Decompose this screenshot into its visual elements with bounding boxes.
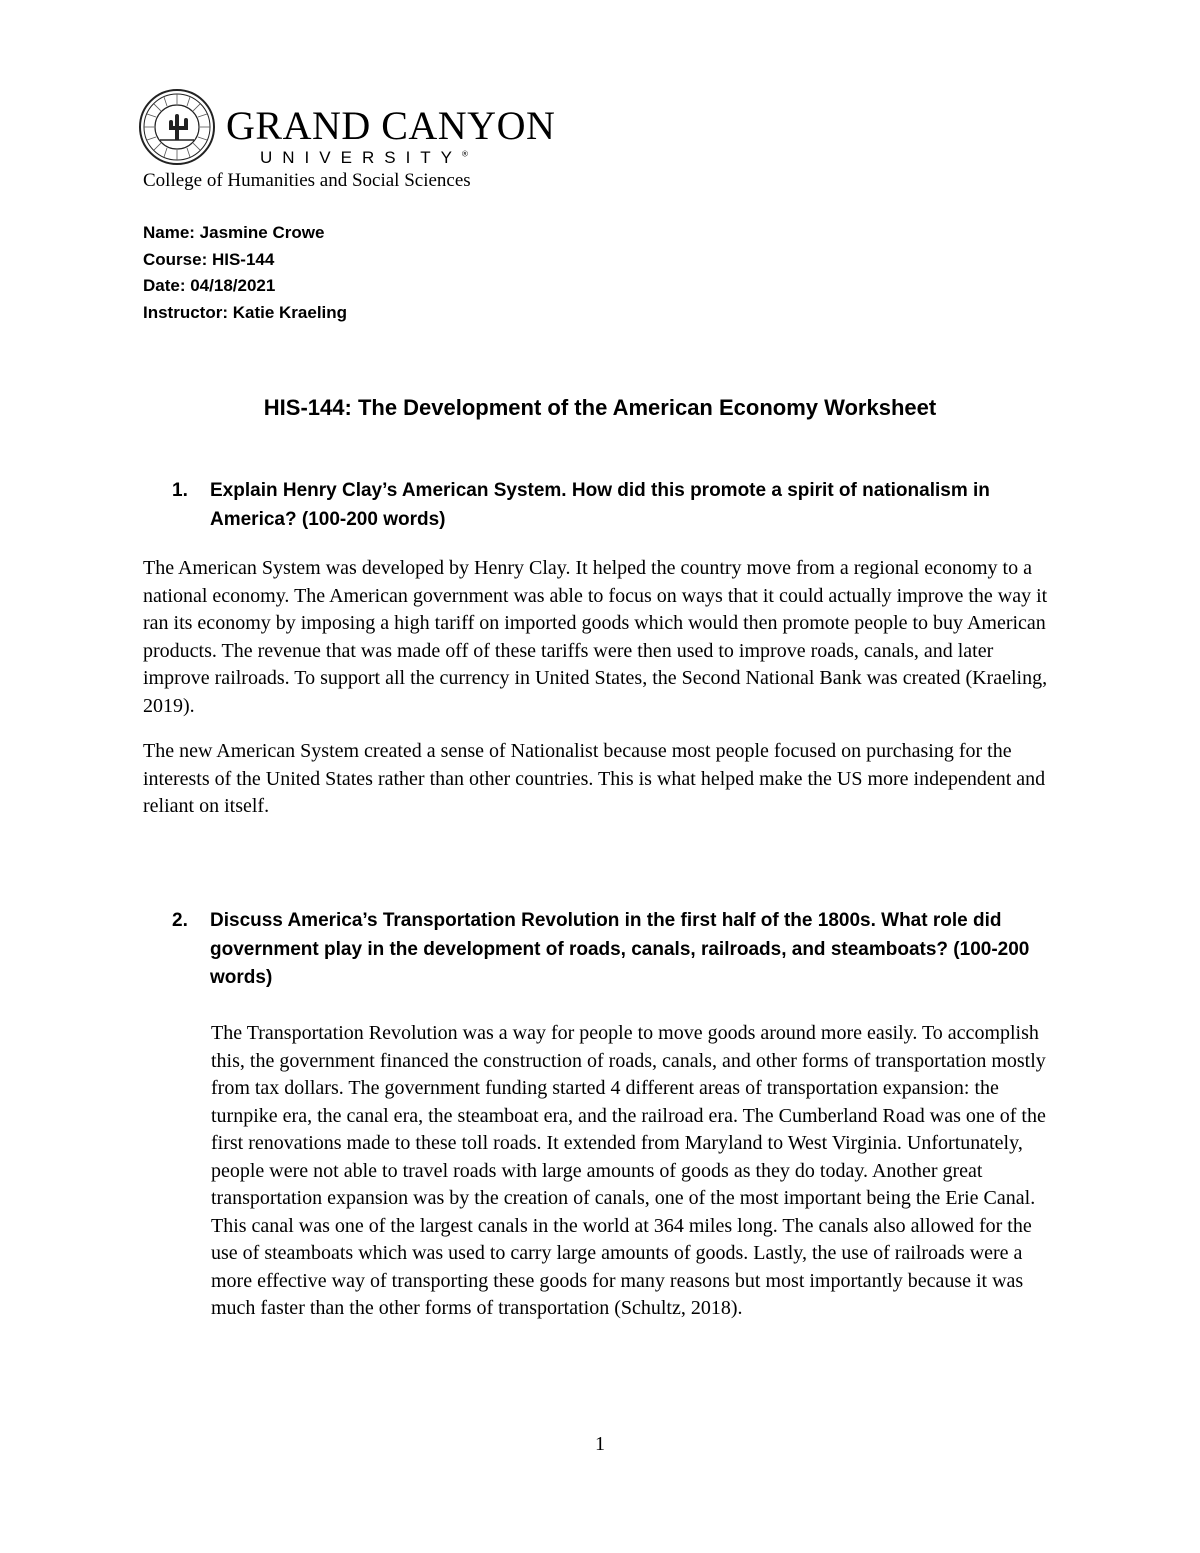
question-number: 2. (172, 910, 188, 931)
college-name: College of Humanities and Social Sciences (143, 170, 471, 191)
logo-subtitle (260, 148, 468, 168)
student-name: Name: Jasmine Crowe (143, 223, 325, 242)
question-text: Explain Henry Clay’s American System. How did this promote a spirit of nationalism in America? (100-200 words) (210, 480, 990, 530)
university-seal-icon (138, 88, 216, 166)
question-2 (172, 907, 1052, 993)
student-info (143, 220, 347, 326)
university-logo (138, 88, 558, 168)
logo-subtitle-text: UNIVERSITY (260, 148, 463, 167)
answer-1-paragraph-1: The American System was developed by Henry Clay. It helped the country move from a regional economy to a national economy. The American government was able to focus on ways that it could actually improve the way it ran its economy by imposing a high tariff on imported goods which would then promote people to buy American products. The revenue that was made off of these tariffs were then used to improve roads, canals, and later improve railroads. To support all the currency in United States, the Second National Bank was created (Kraeling, 2019). (143, 557, 1048, 717)
trademark-mark: ® (462, 149, 468, 159)
question-text: Discuss America’s Transportation Revolution in the first half of the 1800s. What role did government play in the development of roads, canals, railroads, and steamboats? (100-200 words) (210, 910, 1030, 988)
instructor-name: Instructor: Katie Kraeling (143, 302, 348, 322)
question-number: 1. (172, 480, 188, 501)
answer-1-paragraph-2: The new American System created a sense of Nationalist because most people focused on purchasing for the interests of the United States rather than other countries. This is what helped make the US more independent and reliant on itself. (143, 740, 1046, 817)
course-code: Course: HIS-144 (143, 249, 275, 269)
question-1 (172, 477, 1052, 534)
worksheet-title: HIS-144: The Development of the American Economy Worksheet (263, 395, 937, 420)
answer-2-paragraph-1: The Transportation Revolution was a way for people to move goods around more easily. To accomplish this, the government financed the construction of roads, canals, and other forms of transportation mostly from tax dollars. The government funding started 4 different areas of transportation expansion: the turnpike era, the canal era, the steamboat era, and the railroad era. The Cumberland Road was one of the first renovations made to these toll roads. It extended from Maryland to West Virginia. Unfortunately, people were not able to travel roads with large amounts of goods as they do today. Another great transportation expansion was by the creation of canals, one of the most important being the Erie Canal. This canal was one of the largest canals in the world at 364 miles long. The canals also allowed for the use of steamboats which was used to carry large amounts of goods. Lastly, the use of railroads were a more effective way of transporting these goods for many reasons but most importantly because it was much faster than the other forms of transportation (Schultz, 2018). (211, 1022, 1046, 1319)
submission-date: Date: 04/18/2021 (143, 276, 276, 295)
logo-wordmark: GRAND CANYON (226, 103, 556, 148)
page-number: 1 (595, 1433, 605, 1455)
